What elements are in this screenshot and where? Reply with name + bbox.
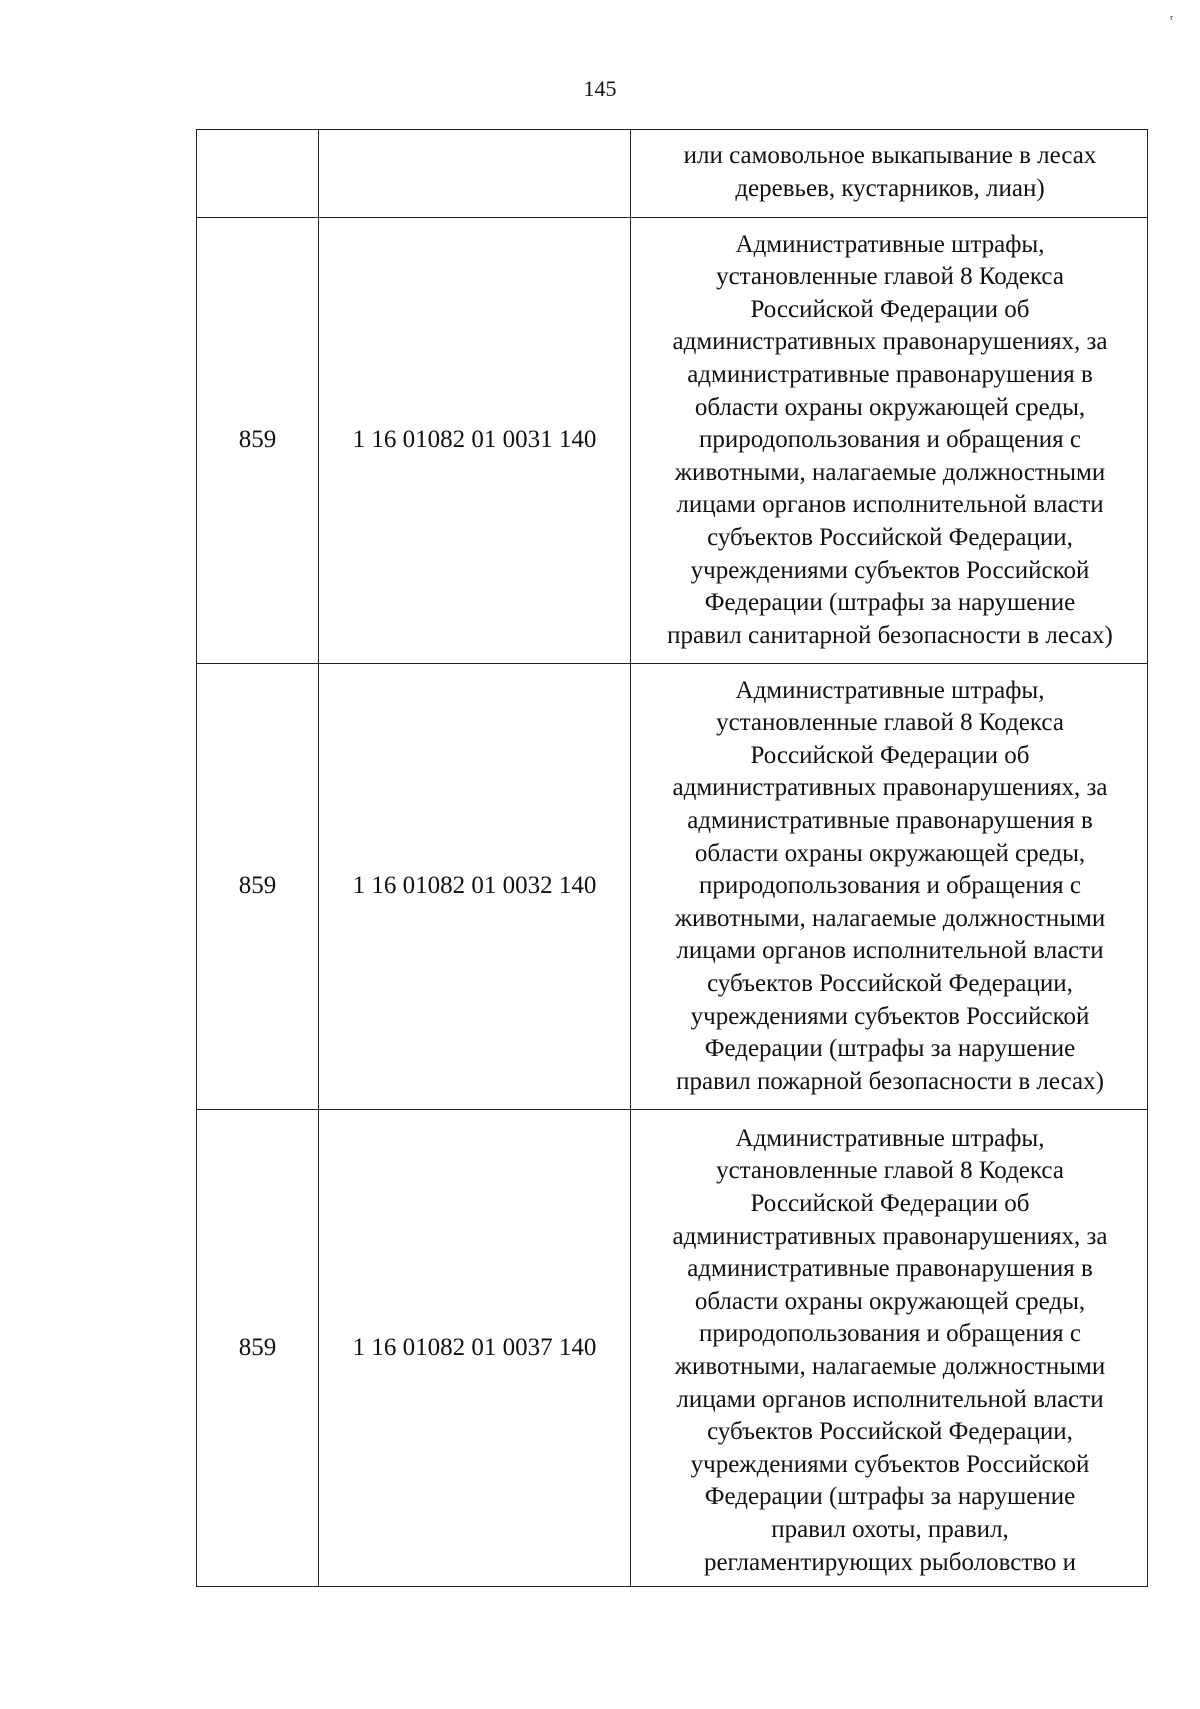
admin-code-cell <box>197 130 319 218</box>
description-cell <box>631 1110 1148 1587</box>
description-cell <box>631 218 1148 664</box>
description-text: Административные штрафы, установленные главой 8 Кодекса Российской Федерации об административных правонарушениях, за административные правонарушения в области охраны окружающей среды, природопользования и обращения с животными, налагаемые должностными лицами органов исполнительной власти субъектов Российской Федерации, учреждениями субъектов Российской Федерации (штрафы за нарушение правил санитарной безопасности в лесах) <box>667 230 1113 649</box>
corner-mark: ʳ <box>1170 13 1174 28</box>
description-cell <box>631 664 1148 1110</box>
table-row <box>197 1110 1148 1587</box>
admin-code-cell: 859 <box>197 1110 319 1587</box>
admin-code-cell: 859 <box>197 218 319 664</box>
budget-code-table <box>196 129 1148 1587</box>
description-text: или самовольное выкапывание в лесах деревьев, кустарников, лиан) <box>683 141 1097 202</box>
description-cell <box>631 130 1148 218</box>
table-row <box>197 130 1148 218</box>
page-number: 145 <box>583 76 617 101</box>
budget-code-cell: 1 16 01082 01 0032 140 <box>319 664 631 1110</box>
budget-code-cell <box>319 130 631 218</box>
description-text: Административные штрафы, установленные главой 8 Кодекса Российской Федерации об административных правонарушениях, за административные правонарушения в области охраны окружающей среды, природопользования и обращения с животными, налагаемые должностными лицами органов исполнительной власти субъектов Российской Федерации, учреждениями субъектов Российской Федерации (штрафы за нарушение правил пожарной безопасности в лесах) <box>672 676 1108 1095</box>
table-row <box>197 664 1148 1110</box>
budget-code-cell: 1 16 01082 01 0037 140 <box>319 1110 631 1587</box>
admin-code-cell: 859 <box>197 664 319 1110</box>
table-row <box>197 218 1148 664</box>
description-text: Административные штрафы, установленные главой 8 Кодекса Российской Федерации об административных правонарушениях, за административные правонарушения в области охраны окружающей среды, природопользования и обращения с животными, налагаемые должностными лицами органов исполнительной власти субъектов Российской Федерации, учреждениями субъектов Российской Федерации (штрафы за нарушение правил охоты, правил, регламентирующих рыболовство и <box>672 1124 1108 1576</box>
budget-code-cell: 1 16 01082 01 0031 140 <box>319 218 631 664</box>
